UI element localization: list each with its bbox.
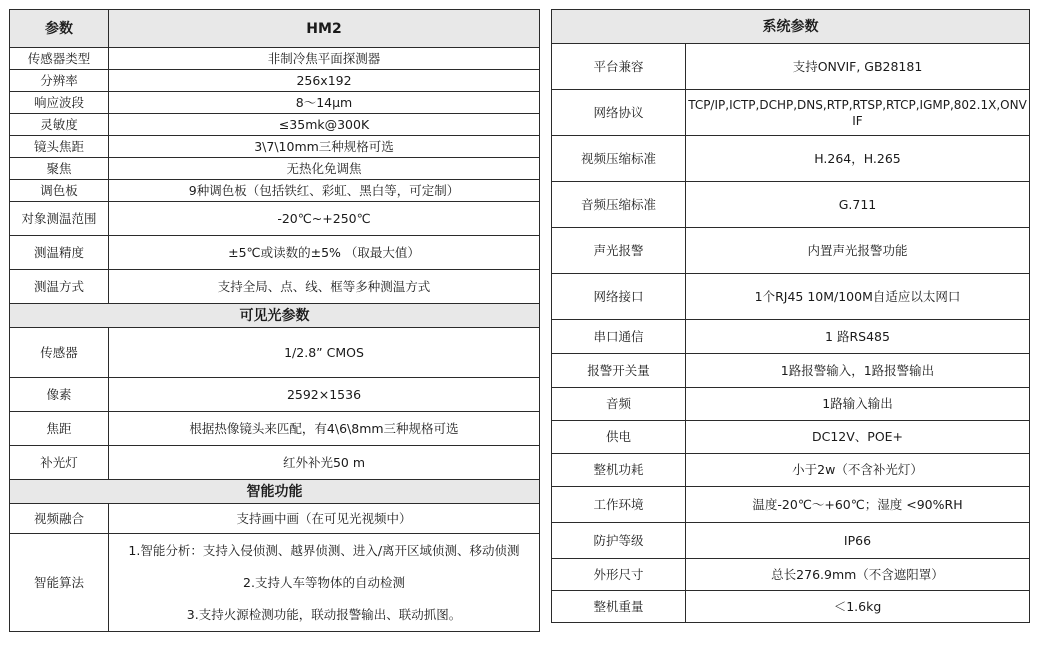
table-row: [10, 136, 540, 158]
table-row: [10, 236, 540, 270]
row-value: 1 路RS485: [686, 320, 1030, 354]
row-value: 1路输入输出: [686, 388, 1030, 421]
table-row: [10, 180, 540, 202]
row-value: 256x192: [109, 70, 540, 92]
table-row: [10, 534, 540, 632]
row-label: 网络协议: [552, 90, 686, 136]
row-value: ±5℃或读数的±5% （取最大值）: [109, 236, 540, 270]
section-header-visible: [10, 304, 540, 328]
row-label: 补光灯: [10, 446, 109, 480]
row-value: 小于2w（不含补光灯）: [686, 454, 1030, 487]
row-value: ≤35mk@300K: [109, 114, 540, 136]
row-label: 镜头焦距: [10, 136, 109, 158]
table-row: [10, 158, 540, 180]
row-value: G.711: [686, 182, 1030, 228]
table-row: [10, 412, 540, 446]
row-value: 内置声光报警功能: [686, 228, 1030, 274]
row-value: H.264，H.265: [686, 136, 1030, 182]
table-row: [552, 421, 1030, 454]
table-row: [10, 446, 540, 480]
row-label: 整机重量: [552, 591, 686, 623]
table-row: [10, 504, 540, 534]
row-label: 测温精度: [10, 236, 109, 270]
row-label: 整机功耗: [552, 454, 686, 487]
row-label: 外形尺寸: [552, 559, 686, 591]
row-value: 根据热像镜头来匹配，有4\6\8mm三种规格可选: [109, 412, 540, 446]
table-row: [552, 320, 1030, 354]
row-label: 声光报警: [552, 228, 686, 274]
table-row: [10, 70, 540, 92]
row-value: 9种调色板（包括铁红、彩虹、黑白等，可定制）: [109, 180, 540, 202]
table-row: [552, 136, 1030, 182]
row-label: 灵敏度: [10, 114, 109, 136]
table-row: [10, 328, 540, 378]
row-value: 支持全局、点、线、框等多种测温方式: [109, 270, 540, 304]
row-value: 支持画中画（在可见光视频中）: [109, 504, 540, 534]
table-row: [552, 591, 1030, 623]
row-label: 聚焦: [10, 158, 109, 180]
row-value: 1路报警输入，1路报警输出: [686, 354, 1030, 388]
row-label: 音频: [552, 388, 686, 421]
row-value: 1/2.8” CMOS: [109, 328, 540, 378]
row-label: 智能算法: [10, 534, 109, 632]
section-title: 可见光参数: [10, 304, 540, 328]
row-label: 对象测温范围: [10, 202, 109, 236]
row-label: 工作环境: [552, 487, 686, 523]
algorithm-cell: [109, 534, 540, 632]
row-value: DC12V、POE+: [686, 421, 1030, 454]
row-label: 视频融合: [10, 504, 109, 534]
row-value: IP66: [686, 523, 1030, 559]
row-value: 温度-20℃～+60℃；湿度 <90%RH: [686, 487, 1030, 523]
row-value: 红外补光50 m: [109, 446, 540, 480]
row-value: 1个RJ45 10M/100M自适应以太网口: [686, 274, 1030, 320]
row-value: 无热化免调焦: [109, 158, 540, 180]
row-label: 焦距: [10, 412, 109, 446]
header-label: 参数: [10, 10, 109, 48]
table-row: [10, 48, 540, 70]
row-label: 串口通信: [552, 320, 686, 354]
row-label: 平台兼容: [552, 44, 686, 90]
algorithm-line: 1.智能分析：支持入侵侦测、越界侦测、进入/离开区域侦测、移动侦测: [128, 542, 520, 558]
table-row: [552, 523, 1030, 559]
row-value: TCP/IP,ICTP,DCHP,DNS,RTP,RTSP,RTCP,IGMP,802.1X,ONVIF: [686, 90, 1030, 136]
table-row: [552, 44, 1030, 90]
table-row: [552, 274, 1030, 320]
row-label: 供电: [552, 421, 686, 454]
row-label: 调色板: [10, 180, 109, 202]
row-value: -20℃~+250℃: [109, 202, 540, 236]
table-row: [10, 202, 540, 236]
table-row: [552, 228, 1030, 274]
row-label: 分辨率: [10, 70, 109, 92]
table-row: [552, 90, 1030, 136]
row-label: 像素: [10, 378, 109, 412]
row-label: 传感器: [10, 328, 109, 378]
table-row: [552, 354, 1030, 388]
table-row: [10, 270, 540, 304]
row-value: 8～14μm: [109, 92, 540, 114]
table-row: [552, 559, 1030, 591]
row-value: 支持ONVIF, GB28181: [686, 44, 1030, 90]
row-label: 测温方式: [10, 270, 109, 304]
section-header-smart: [10, 480, 540, 504]
table-row: [552, 454, 1030, 487]
section-title: 智能功能: [10, 480, 540, 504]
row-label: 报警开关量: [552, 354, 686, 388]
header-model: HM2: [109, 10, 540, 48]
table-row: [10, 92, 540, 114]
table-row: [10, 378, 540, 412]
left-spec-table: [9, 9, 540, 632]
table-row: [552, 388, 1030, 421]
right-header-row: [552, 10, 1030, 44]
table-row: [552, 182, 1030, 228]
row-label: 响应波段: [10, 92, 109, 114]
row-value: 总长276.9mm（不含遮阳罩）: [686, 559, 1030, 591]
row-label: 音频压缩标准: [552, 182, 686, 228]
table-row: [10, 114, 540, 136]
row-label: 防护等级: [552, 523, 686, 559]
right-spec-table: [551, 9, 1030, 623]
row-label: 网络接口: [552, 274, 686, 320]
row-value: 3\7\10mm三种规格可选: [109, 136, 540, 158]
algorithm-line: 3.支持火源检测功能，联动报警输出、联动抓图。: [186, 606, 462, 622]
algorithm-line: 2.支持人车等物体的自动检测: [243, 574, 405, 590]
row-label: 传感器类型: [10, 48, 109, 70]
left-header-row: [10, 10, 540, 48]
table-row: [552, 487, 1030, 523]
row-label: 视频压缩标准: [552, 136, 686, 182]
section-title: 系统参数: [552, 10, 1030, 44]
row-value: ＜1.6kg: [686, 591, 1030, 623]
row-value: 2592×1536: [109, 378, 540, 412]
row-value: 非制冷焦平面探测器: [109, 48, 540, 70]
